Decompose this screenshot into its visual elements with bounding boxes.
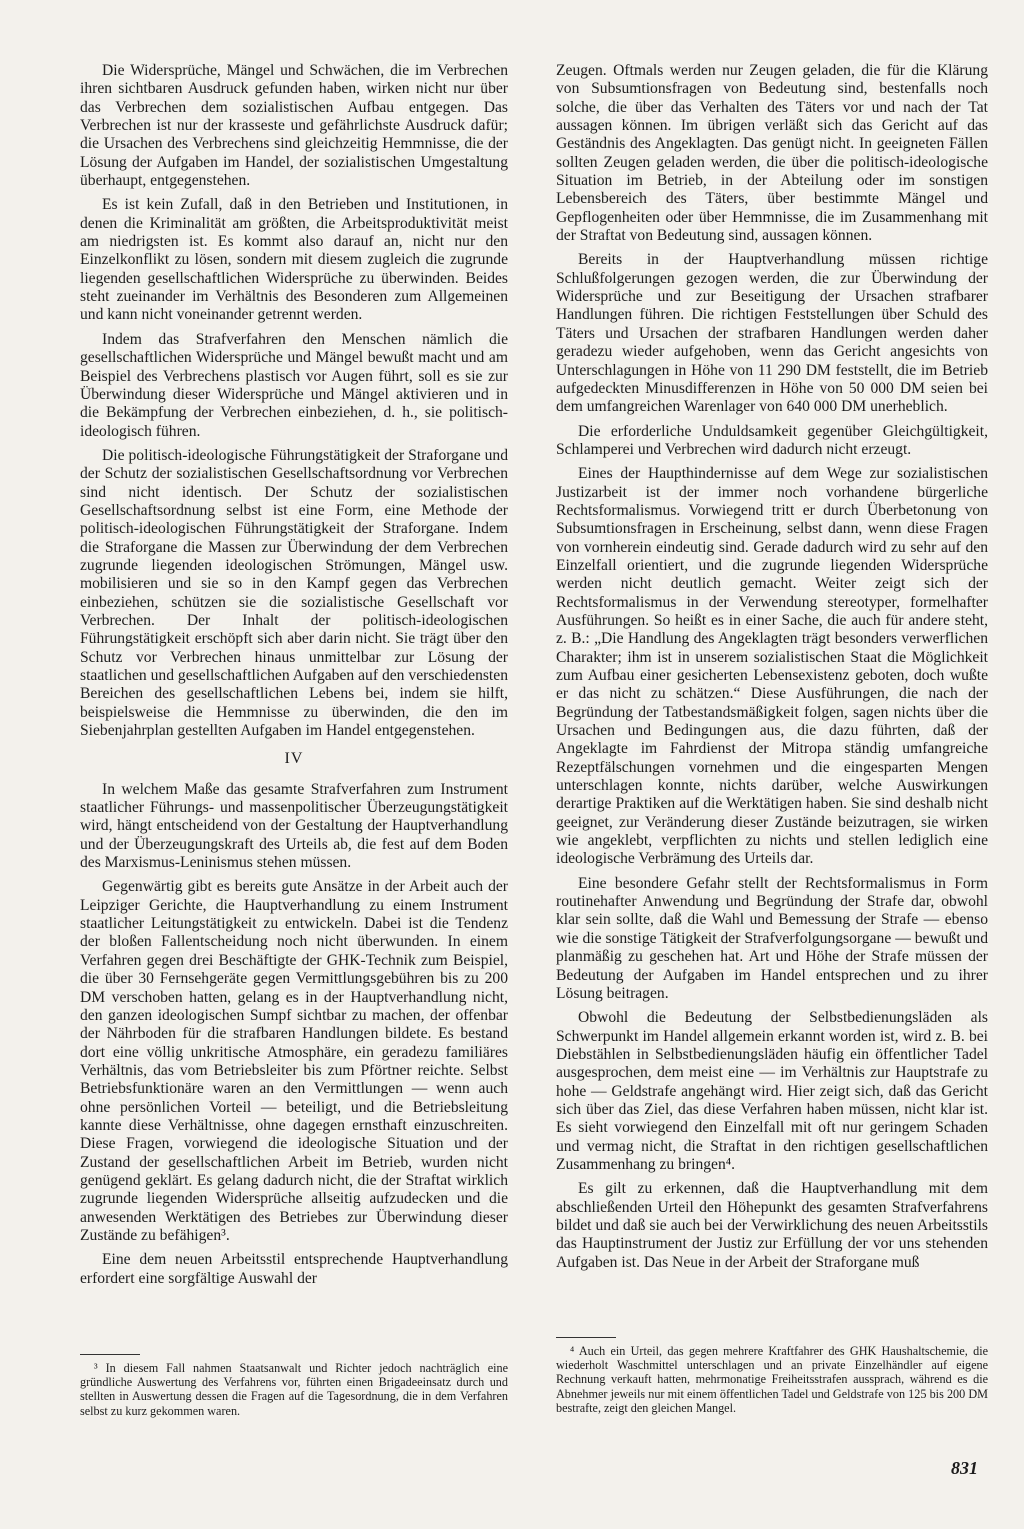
paragraph: Die politisch-ideologische Führungstätigkeit der Straforgane und der Schutz der sozialistischen Gesellschaftsordnung vor Verbrechen sind nicht identisch. Der Schutz der sozialistischen Gesellschaftsordnung selbst ist eine Form, eine Methode der politisch-ideologischen Führungstätigkeit der Straforgane. Indem die Straforgane die Massen zur Überwindung der dem Verbrechen zugrunde liegenden ideologischen Strömungen, Mängel usw. mobilisieren und sie so in den Kampf gegen das Verbrechen einbeziehen, schützen sie die sozialistische Gesellschaft vor Verbrechen. Der Inhalt der politisch-ideologischen Führungstätigkeit erschöpft sich aber darin nicht. Sie trägt über den Schutz vor Verbrechen hinaus unmittelbar zur Lösung der staatlichen und gesellschaftlichen Aufgaben auf den verschiedensten Bereichen des gesellschaftlichen Lebens bei, indem sie hilft, beispielsweise die Hemmnisse zu überwinden, die den im Siebenjahrplan gestellten Aufgaben im Handel entgegenstehen. — [80, 446, 508, 740]
paragraph: Indem das Strafverfahren den Menschen nämlich die gesellschaftlichen Widersprüche und Mängel bewußt macht und am Beispiel des Verbrechens plastisch vor Augen führt, soll es sie zur Überwindung dieser Widersprüche und Mängel aktivieren und in die Bekämpfung der Verbrechen einbeziehen, d. h., sie politisch-ideologisch führen. — [80, 330, 508, 440]
paragraph: Bereits in der Hauptverhandlung müssen richtige Schlußfolgerungen gezogen werden, die zur Überwindung der Widersprüche und zur Beseitigung der Ursachen strafbarer Handlungen führen. Die richtigen Feststellungen über Schuld des Täters und Ursachen der strafbaren Handlungen werden daher geradezu wieder aufgehoben, wenn das Gericht angesichts von Unterschlagungen in Höhe von 11 290 DM feststellt, die im Betrieb aufgedeckten Minusdifferenzen in Höhe von 50 000 DM seien bei dem umfangreichen Warenlager von 640 000 DM unerheblich. — [556, 251, 988, 416]
paragraph: Obwohl die Bedeutung der Selbstbedienungsläden als Schwerpunkt im Handel allgemein erkannt worden ist, wird z. B. bei Diebstählen in Selbstbedienungsläden häufig ein öffentlicher Tadel ausgesprochen, dem meist eine — im Verhältnis zur Hauptstrafe zu hohe — Geldstrafe angehängt wird. Hier zeigt sich, daß das Gericht sich über das Ziel, das diese Verfahren haben müssen, nicht klar ist. Es sieht vorwiegend den Einzelfall mit oft nur geringem Schaden und vermag nicht, die Straftat in den richtigen gesellschaftlichen Zusammenhang zu bringen⁴. — [556, 1009, 988, 1173]
paragraph: In welchem Maße das gesamte Strafverfahren zum Instrument staatlicher Führungs- und massenpolitischer Überzeugungstätigkeit wird, hängt entscheidend von der Gestaltung der Hauptverhandlung und der Überzeugungskraft des Urteils ab, die fest auf dem Boden des Marxismus-Leninismus stehen müssen. — [80, 780, 508, 872]
paragraph: Eine besondere Gefahr stellt der Rechtsformalismus in Form routinehafter Anwendung und Begründung der Strafe dar, obwohl klar sein sollte, daß die Wahl und Bemessung der Strafe — ebenso wie die sonstige Tätigkeit der Strafverfolgungsorgane — bewußt und planmäßig zu geschehen hat. Art und Höhe der Strafe müssen der Bedeutung der Aufgaben im Handel entsprechen und zu ihrer Lösung beitragen. — [556, 874, 988, 1002]
footnote-rule — [556, 1337, 616, 1338]
footnote-right — [556, 1344, 988, 1415]
footnote-text: ⁴ Auch ein Urteil, das gegen mehrere Kraftfahrer des GHK Haushaltschemie, die wiederholt Waschmittel unterschlagen und an private Einzelhändler auf eigene Rechnung verkauft hatten, mehrmonatige Freiheitsstrafen aussprach, während es die Abnehmer jeweils nur mit einem öffentlichen Tadel und Geldstrafe von 125 bis 200 DM bestrafte, zeigt den gleichen Mangel. — [556, 1344, 988, 1415]
section-heading: IV — [284, 750, 304, 768]
paragraph: Eine dem neuen Arbeitsstil entsprechende Hauptverhandlung erfordert eine sorgfältige Auswahl der — [80, 1251, 508, 1287]
footnote-rule — [80, 1354, 140, 1355]
paragraph: Es ist kein Zufall, daß in den Betrieben und Institutionen, in denen die Kriminalität am größten, die Arbeitsproduktivität meist am niedrigsten ist. Es kommt also darauf an, nicht nur den Einzelkonflikt zu lösen, sondern mit diesem zugleich die zugrunde liegenden gesellschaftlichen Widersprüche zu überwinden. Beides steht zueinander im Verhältnis des Besonderen zum Allgemeinen und kann nicht voneinander getrennt werden. — [80, 196, 508, 324]
paragraph: Gegenwärtig gibt es bereits gute Ansätze in der Arbeit auch der Leipziger Gerichte, die Hauptverhandlung zu einem Instrument staatlicher Leitungstätigkeit zu entwickeln. Dabei ist die Tendenz der bloßen Fallentscheidung noch nicht überwunden. In einem Verfahren gegen drei Beschäftigte der GHK-Technik zum Beispiel, die über 30 Fernsehgeräte gegen Vermittlungsgebühren bis zu 200 DM verschoben hatten, gelang es in der Hauptverhandlung nicht, den ganzen ideologischen Sumpf sichtbar zu machen, der offenbar der Nährboden für die strafbaren Handlungen bildete. Es bestand dort eine völlig unkritische Atmosphäre, ein geradezu familiäres Verhältnis, das vom Betriebsleiter bis zum Pförtner reichte. Selbst Betriebsfunktionäre waren an den Vermittlungen — wenn auch ohne persönlichen Vorteil — beteiligt, und die Betriebsleitung kannte diese Verhältnisse, ohne dagegen ernsthaft einzuschreiten. Diese Fragen, vorwiegend die ideologische Situation und der Zustand der gesellschaftlichen Arbeit im Betrieb, wurden nicht genügend geklärt. Es gelang dadurch nicht, die der Straftat wirklich zugrunde liegenden Widersprüche allseitig aufzudecken und die anwesenden Werktätigen des Betriebes zur Überwindung dieser Zustände zu befähigen³. — [80, 878, 508, 1244]
footnote-left — [80, 1361, 508, 1418]
paragraph-continued: Zeugen. Oftmals werden nur Zeugen geladen, die für die Klärung von Subsumtionsfragen von Bedeutung sind, bestenfalls noch solche, die über das Verhalten des Täters vor und nach der Tat aussagen können. Im übrigen verläßt sich das Gericht auf das Geständnis des Angeklagten. Das genügt nicht. In geeigneten Fällen sollten Zeugen geladen werden, die über die politisch-ideologische Situation im Betrieb, in der Abteilung oder im sonstigen Lebensbereich des Täters, über bestimmte Mängel und Gepflogenheiten oder über Hemmnisse, die im Zusammenhang mit der Straftat von Bedeutung sind, aussagen können. — [556, 62, 988, 245]
paragraph: Eines der Haupthindernisse auf dem Wege zur sozialistischen Justizarbeit ist der immer noch vorhandene bürgerliche Rechtsformalismus. Vorwiegend tritt er durch Überbetonung von Subsumtionsfragen in Erscheinung, selbst dann, wenn diese Fragen von vornherein eindeutig sind. Gerade dadurch wird zu sehr auf den Einzelfall orientiert, und die zugrunde liegenden Widersprüche werden nicht deutlich gemacht. Weiter zeigt sich der Rechtsformalismus in der Verwendung stereotyper, formelhafter Ausführungen. So heißt es in einer Sache, die auch für andere steht, z. B.: „Die Handlung des Angeklagten trägt besonders verwerflichen Charakter; ihm ist in unserem sozialistischen Staat die Möglichkeit zum Aufbau einer gesicherten Lebensexistenz geboten, doch wußte er das nicht zu schätzen.“ Diese Ausführungen, die nach der Begründung der Tatbestandsmäßigkeit folgen, sagen nichts über die Ursachen und Bedingungen aus, die dazu führten, daß der Angeklagte im Fahrdienst der Mitropa ständig umfangreiche Rezeptfälschungen vornehmen und die eingesparten Mengen unterschlagen konnte, nichts darüber, welche Auswirkungen derartige Praktiken auf die Werktätigen haben. Sie sind deshalb nicht geeignet, zur Veränderung dieser Zustände beizutragen, sie wirken wie angeklebt, verpflichten zu nichts und stellen lediglich eine ideologische Verbrämung des Urteils dar. — [556, 465, 988, 868]
page-number: 831 — [951, 1458, 978, 1478]
paragraph: Es gilt zu erkennen, daß die Hauptverhandlung mit dem abschließenden Urteil den Höhepunkt des gesamten Strafverfahrens bildet und daß sie auch bei der Verwirklichung des neuen Arbeitsstils das Hauptinstrument der Justiz zur Erfüllung der vor uns stehenden Aufgaben ist. Das Neue in der Arbeit der Straforgane muß — [556, 1180, 988, 1271]
footnote-text: ³ In diesem Fall nahmen Staatsanwalt und Richter jedoch nachträglich eine gründliche Auswertung des Verfahrens vor, führten einen Brigadeeinsatz durch und stellten in Auswertung dessen die Fragen auf die Tagesordnung, die in dem Verfahren selbst zu kurz gekommen waren. — [80, 1361, 508, 1418]
paragraph: Die erforderliche Unduldsamkeit gegenüber Gleichgültigkeit, Schlamperei und Verbrechen wird dadurch nicht erzeugt. — [556, 422, 988, 458]
paragraph: Die Widersprüche, Mängel und Schwächen, die im Verbrechen ihren sichtbaren Ausdruck gefunden haben, wirken nicht nur über das Verbrechen dem sozialistischen Aufbau entgegen. Das Verbrechen ist nur der krasseste und gefährlichste Ausdruck dafür; die Ursachen des Verbrechens sind gleichzeitig Hemmnisse, die der Lösung der Aufgaben im Handel, der sozialistischen Umgestaltung überhaupt, entgegenstehen. — [80, 62, 508, 190]
right-column — [556, 62, 988, 1278]
left-column — [80, 62, 508, 1294]
